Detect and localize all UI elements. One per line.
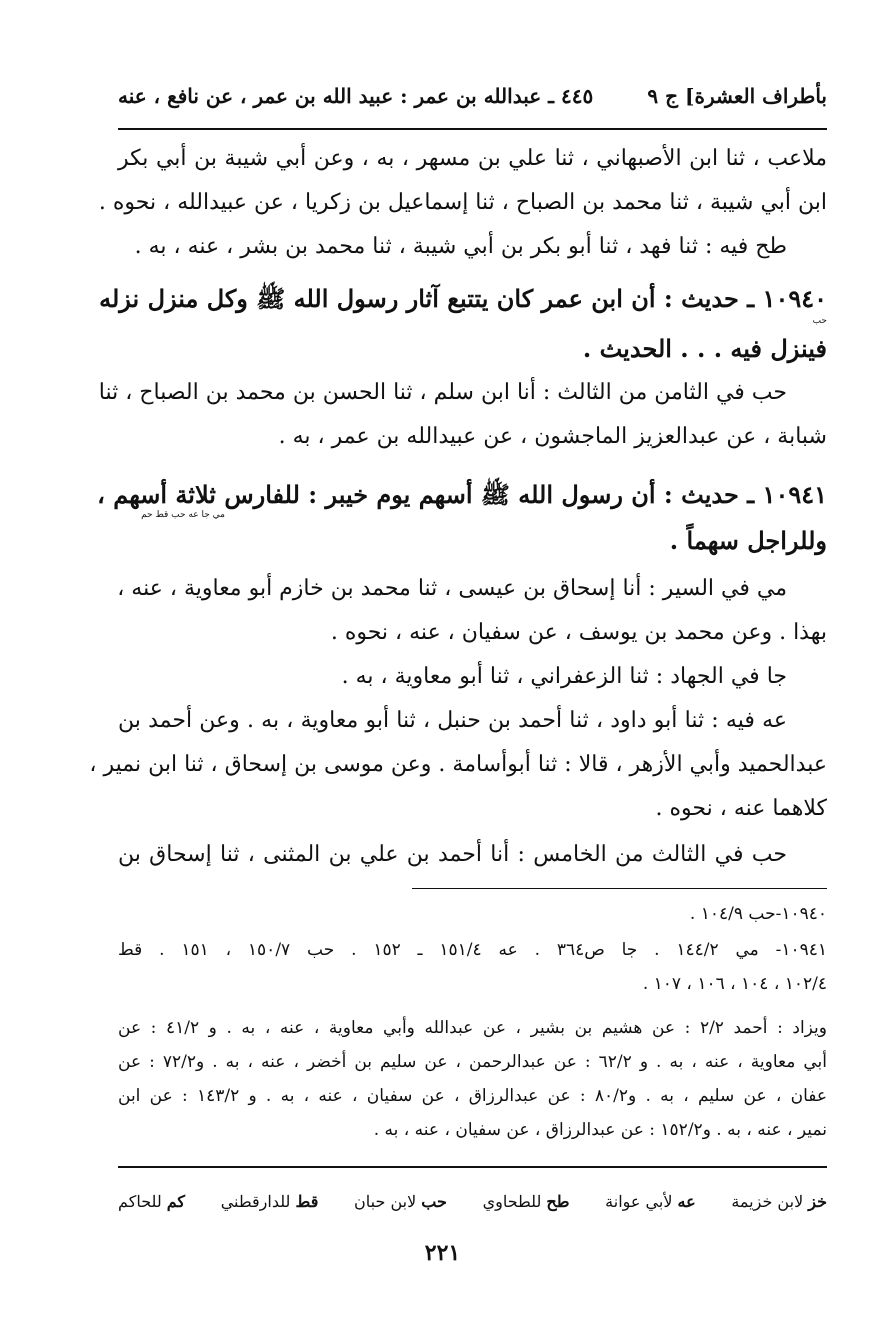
body-line: شبابة ، عن عبدالعزيز الماجشون ، عن عبيدالله بن عمر ، به .	[278, 424, 827, 449]
body-line: مي في السير : أنا إسحاق بن عيسى ، ثنا محمد بن خازم أبو معاوية ، عنه ،	[117, 576, 787, 601]
hadith-heading-10941: ١٠٩٤١ ـ حديث : أن رسول الله ﷺ أسهم يوم خيبر : للفارس ثلاثة أسهم ،	[97, 480, 827, 509]
footnote-line: ١٠٢/٤ ، ١٠٤ ، ١٠٦ ، ١٠٧ .	[642, 974, 827, 994]
legend-item: عه لأبي عوانة	[605, 1192, 696, 1211]
body-line: ملاعب ، ثنا ابن الأصبهاني ، ثنا علي بن مسهر ، به ، وعن أبي شيبة بن أبي بكر	[118, 146, 827, 171]
legend-item: طح للطحاوي	[482, 1192, 570, 1211]
page-number: ٢٢١	[424, 1240, 461, 1266]
body-line: عه فيه : ثنا أبو داود ، ثنا أحمد بن حنبل ، ثنا أبو معاوية ، به . وعن أحمد بن	[118, 708, 787, 733]
marginal-note: مي جا عه حب قط حم	[141, 510, 225, 520]
legend-item: خز لابن خزيمة	[731, 1192, 827, 1211]
abbreviation-legend	[118, 1192, 827, 1211]
body-line: طح فيه : ثنا فهد ، ثنا أبو بكر بن أبي شيبة ، ثنا محمد بن بشر ، عنه ، به .	[134, 234, 787, 259]
footnote-line: أبي معاوية ، عنه ، به . و ٦٢/٢ : عن عبدالرحمن ، عن سليم بن أخضر ، عنه ، به . و٧٢/٢ : عن	[118, 1052, 827, 1072]
footnote-line: نمير ، عنه ، به . و١٥٢/٢ : عن عبدالرزاق ، عن سفيان ، عنه ، به .	[373, 1120, 827, 1140]
footnote-line: عفان ، عن سليم ، به . و٨٠/٢ : عن عبدالرزاق ، عن سفيان ، عنه ، به . و ١٤٣/٢ : عن ابن	[118, 1086, 827, 1106]
footnote-line: ١٠٩٤١- مي ١٤٤/٢ . جا ص٣٦٤ . عه ١٥١/٤ ـ ١٥٢ . حب ١٥٠/٧ ، ١٥١ . قط	[118, 940, 827, 960]
legend-item: كم للحاكم	[118, 1192, 186, 1211]
legend-item: حب لابن حبان	[354, 1192, 447, 1211]
footnote-line: ١٠٩٤٠-حب ١٠٤/٩ .	[689, 904, 827, 924]
body-line: عبدالحميد وأبي الأزهر ، قالا : ثنا أبوأسامة . وعن موسى بن إسحاق ، ثنا ابن نمير ،	[89, 752, 827, 777]
marginal-note: حب	[812, 316, 827, 326]
hadith-heading-cont: فينزل فيه . . . الحديث .	[582, 334, 827, 363]
body-line: حب في الثالث من الخامس : أنا أحمد بن علي بن المثنى ، ثنا إسحاق بن	[118, 842, 787, 867]
legend-item: قط للدارقطني	[220, 1192, 319, 1211]
legend-rule	[118, 1166, 827, 1168]
hadith-heading-10940: ١٠٩٤٠ ـ حديث : أن ابن عمر كان يتتبع آثار رسول الله ﷺ وكل منزل نزله	[99, 284, 827, 313]
body-line: بهذا . وعن محمد بن يوسف ، عن سفيان ، عنه ، نحوه .	[330, 620, 827, 645]
header-chapter: ٤٤٥ ـ عبدالله بن عمر : عبيد الله بن عمر ، عن نافع ، عنه	[118, 84, 594, 108]
header-rule	[118, 128, 827, 130]
footnote-rule	[412, 888, 827, 889]
body-line: حب في الثامن من الثالث : أنا ابن سلم ، ثنا الحسن بن محمد بن الصباح ، ثنا	[98, 380, 787, 405]
body-line: جا في الجهاد : ثنا الزعفراني ، ثنا أبو معاوية ، به .	[341, 664, 787, 689]
body-line: كلاهما عنه ، نحوه .	[655, 796, 827, 821]
hadith-heading-cont: وللراجل سهماً .	[669, 526, 827, 555]
body-line: ابن أبي شيبة ، ثنا محمد بن الصباح ، ثنا إسماعيل بن زكريا ، عن عبيدالله ، نحوه .	[98, 190, 827, 215]
footnote-line: ويزاد : أحمد ٢/٢ : عن هشيم بن بشير ، عن عبدالله وأبي معاوية ، عنه ، به . و ٤١/٢ : عن	[118, 1018, 827, 1038]
header-volume: بأطراف العشرة] ج ٩	[647, 84, 827, 108]
